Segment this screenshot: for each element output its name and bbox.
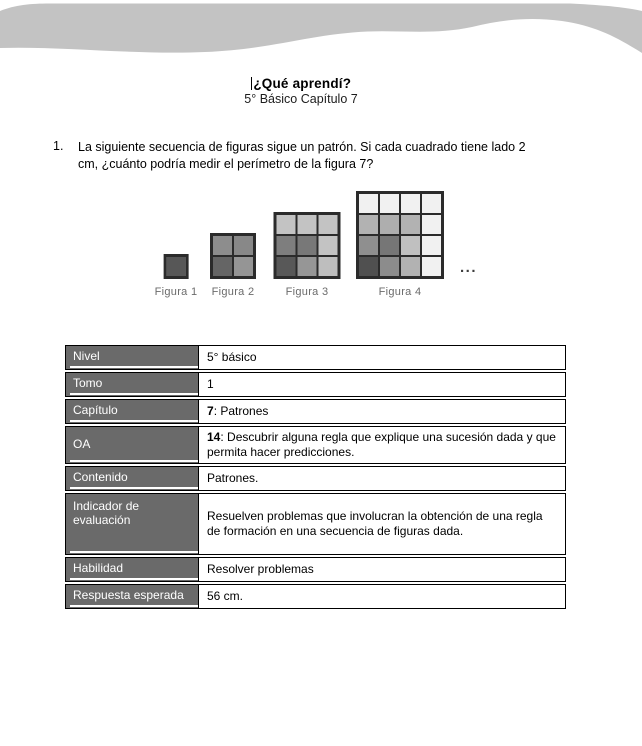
info-table [65, 345, 566, 611]
question-1 [53, 139, 536, 172]
figure-label: Figura 1 [154, 286, 198, 298]
figure-cell [422, 236, 441, 255]
figure-label: Figura 2 [211, 286, 255, 298]
table-row [65, 345, 566, 370]
figure-cell [213, 236, 232, 255]
figure-item [356, 191, 444, 298]
figure-cell [401, 194, 420, 213]
header-wave-shape [0, 4, 642, 54]
figure-cell [401, 257, 420, 276]
table-row [65, 493, 566, 555]
sequence-ellipsis: ... [460, 259, 478, 276]
figure-cell [298, 236, 317, 255]
figure-cell [277, 215, 296, 234]
figure-item [274, 212, 341, 298]
figures-area [0, 180, 642, 298]
figure-grid [210, 233, 256, 279]
row-label: Contenido [65, 466, 198, 491]
figure-cell [298, 257, 317, 276]
figure-cell [380, 194, 399, 213]
title-block [0, 76, 602, 106]
figure-cell [319, 257, 338, 276]
figure-cell [359, 215, 378, 234]
figure-cell [380, 215, 399, 234]
question-number: 1. [53, 139, 64, 153]
table-row [65, 584, 566, 609]
figure-item [210, 233, 256, 298]
row-value: Resolver problemas [198, 557, 566, 582]
figure-cell [277, 236, 296, 255]
header-wave [0, 0, 642, 62]
figure-cell [401, 215, 420, 234]
figure-cell [359, 236, 378, 255]
table-row [65, 466, 566, 491]
figure-cell [234, 236, 253, 255]
row-value: 14: Descubrir alguna regla que explique una sucesión dada y que permita hacer predicciones. [198, 426, 566, 464]
row-value: Patrones. [198, 466, 566, 491]
page-subtitle: 5° Básico Capítulo 7 [244, 92, 358, 106]
row-label: Capítulo [65, 399, 198, 424]
row-value: 56 cm. [198, 584, 566, 609]
figure-cell [422, 194, 441, 213]
figure-cell [166, 257, 185, 276]
figure-label: Figura 4 [378, 286, 422, 298]
question-text: La siguiente secuencia de figuras sigue un patrón. Si cada cuadrado tiene lado 2 cm, ¿cuánto podría medir el perímetro de la figura 7? [78, 140, 526, 171]
figure-cell [380, 236, 399, 255]
figure-grid [163, 254, 188, 279]
row-label: Respuesta esperada [65, 584, 198, 609]
figure-grid [356, 191, 444, 279]
figure-cell [359, 194, 378, 213]
figure-item [155, 254, 198, 298]
figure-cell [319, 215, 338, 234]
row-value: 1 [198, 372, 566, 397]
figure-cell [234, 257, 253, 276]
row-label: Habilidad [65, 557, 198, 582]
figure-cell [277, 257, 296, 276]
figure-cell [380, 257, 399, 276]
row-label: OA [65, 426, 198, 464]
figure-cell [422, 257, 441, 276]
row-value: 5° básico [198, 345, 566, 370]
page-title-text: ¿Qué aprendí? [253, 76, 352, 91]
table-row [65, 372, 566, 397]
table-row [65, 426, 566, 464]
row-label: Indicador de evaluación [65, 493, 198, 555]
page-title [0, 76, 602, 91]
table-row [65, 557, 566, 582]
figure-cell [213, 257, 232, 276]
figure-cell [422, 215, 441, 234]
figure-label: Figura 3 [285, 286, 329, 298]
figure-cell [298, 215, 317, 234]
figure-grid [274, 212, 341, 279]
figure-cell [319, 236, 338, 255]
row-value: 7: Patrones [198, 399, 566, 424]
table-row [65, 399, 566, 424]
row-label: Nivel [65, 345, 198, 370]
figure-cell [359, 257, 378, 276]
figure-cell [401, 236, 420, 255]
row-label: Tomo [65, 372, 198, 397]
row-value: Resuelven problemas que involucran la obtención de una regla de formación en una secuencia de figuras dada. [198, 493, 566, 555]
